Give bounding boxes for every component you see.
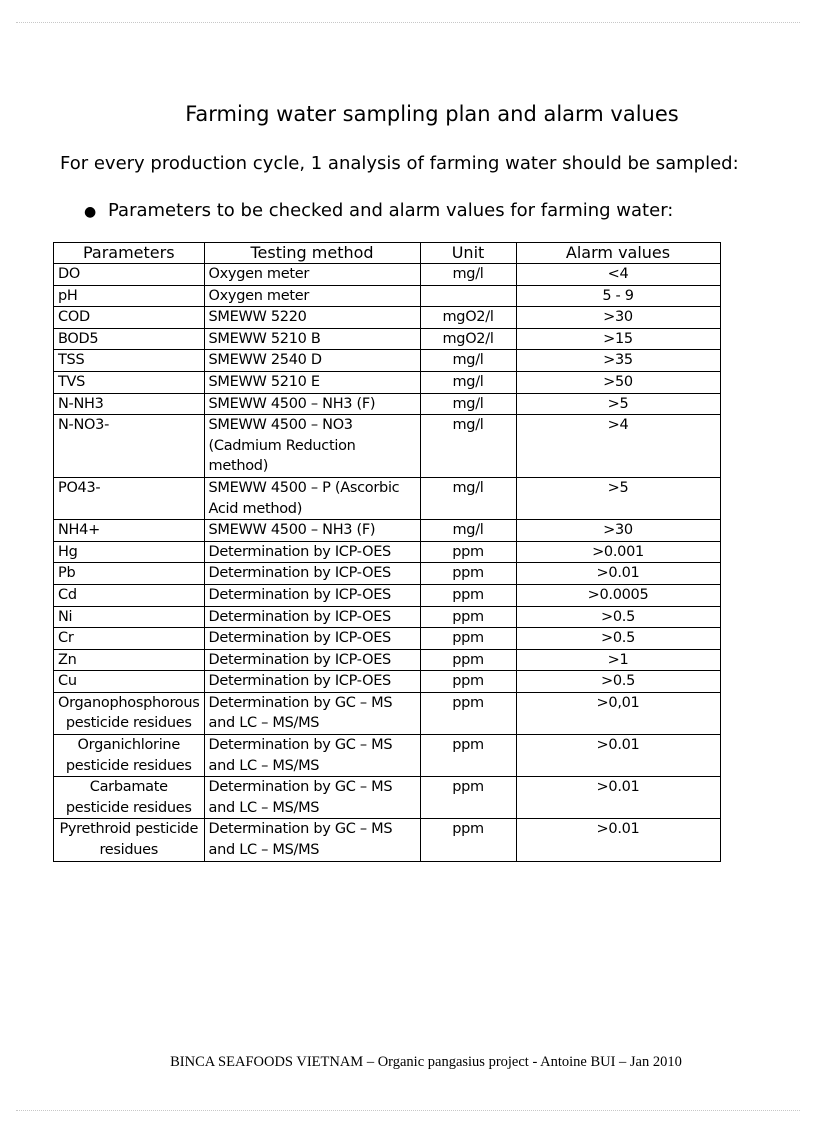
table-row <box>54 541 721 563</box>
param-cell: N-NH3 <box>54 393 205 415</box>
method-cell: SMEWW 5220 <box>204 307 420 329</box>
method-cell: Determination by ICP-OES <box>204 628 420 650</box>
table-row <box>54 350 721 372</box>
unit-cell: ppm <box>420 628 516 650</box>
alarm-cell: >5 <box>516 477 720 519</box>
method-cell: Determination by ICP-OES <box>204 671 420 693</box>
unit-cell: ppm <box>420 584 516 606</box>
table-row <box>54 393 721 415</box>
method-cell: SMEWW 5210 E <box>204 371 420 393</box>
table-row <box>54 520 721 542</box>
param-cell: pH <box>54 285 205 307</box>
table-row <box>54 692 721 734</box>
unit-cell: ppm <box>420 606 516 628</box>
method-cell: Determination by ICP-OES <box>204 606 420 628</box>
method-cell: Determination by GC – MS and LC – MS/MS <box>204 777 420 819</box>
alarm-cell: >1 <box>516 649 720 671</box>
method-cell: SMEWW 4500 – NO3 (Cadmium Reduction method) <box>204 415 420 478</box>
table-row <box>54 328 721 350</box>
table-row <box>54 606 721 628</box>
header-unit: Unit <box>420 243 516 264</box>
header-testing-method: Testing method <box>204 243 420 264</box>
method-cell: Determination by ICP-OES <box>204 584 420 606</box>
unit-cell: mgO2/l <box>420 307 516 329</box>
param-cell: COD <box>54 307 205 329</box>
unit-cell: ppm <box>420 541 516 563</box>
unit-cell: mg/l <box>420 415 516 478</box>
alarm-cell: >35 <box>516 350 720 372</box>
param-cell: Ni <box>54 606 205 628</box>
alarm-cell: >0.01 <box>516 777 720 819</box>
bullet-text: Parameters to be checked and alarm values for farming water: <box>108 200 674 221</box>
alarm-cell: >0,01 <box>516 692 720 734</box>
header-parameters: Parameters <box>54 243 205 264</box>
method-cell: Determination by ICP-OES <box>204 541 420 563</box>
unit-cell: mg/l <box>420 520 516 542</box>
unit-cell: mg/l <box>420 371 516 393</box>
param-cell: Organichlorine pesticide residues <box>54 735 205 777</box>
unit-cell: mg/l <box>420 264 516 286</box>
param-cell: TVS <box>54 371 205 393</box>
table-row <box>54 628 721 650</box>
unit-cell: mg/l <box>420 350 516 372</box>
method-cell: SMEWW 4500 – NH3 (F) <box>204 520 420 542</box>
table-row <box>54 307 721 329</box>
alarm-cell: >0.01 <box>516 735 720 777</box>
table-row <box>54 819 721 861</box>
alarm-cell: >30 <box>516 307 720 329</box>
table-row <box>54 563 721 585</box>
unit-cell: ppm <box>420 735 516 777</box>
alarm-cell: >30 <box>516 520 720 542</box>
table-row <box>54 584 721 606</box>
method-cell: Oxygen meter <box>204 285 420 307</box>
table-row <box>54 735 721 777</box>
unit-cell: ppm <box>420 692 516 734</box>
page-title: Farming water sampling plan and alarm values <box>185 102 679 126</box>
unit-cell: mgO2/l <box>420 328 516 350</box>
table-row <box>54 671 721 693</box>
method-cell: SMEWW 5210 B <box>204 328 420 350</box>
param-cell: Carbamate pesticide residues <box>54 777 205 819</box>
alarm-cell: >0.01 <box>516 819 720 861</box>
page-top-border <box>16 22 800 23</box>
alarm-cell: >0.5 <box>516 628 720 650</box>
alarm-cell: >0.01 <box>516 563 720 585</box>
table-row <box>54 477 721 519</box>
param-cell: NH4+ <box>54 520 205 542</box>
table-header-row <box>54 243 721 264</box>
bullet-item <box>84 200 673 221</box>
param-cell: PO43- <box>54 477 205 519</box>
param-cell: Cd <box>54 584 205 606</box>
table-body <box>54 264 721 862</box>
bullet-icon: ● <box>84 204 97 220</box>
param-cell: TSS <box>54 350 205 372</box>
unit-cell: mg/l <box>420 477 516 519</box>
method-cell: Determination by GC – MS and LC – MS/MS <box>204 735 420 777</box>
method-cell: Determination by GC – MS and LC – MS/MS <box>204 819 420 861</box>
page-bottom-border <box>16 1110 800 1111</box>
param-cell: Organophosphorous pesticide residues <box>54 692 205 734</box>
method-cell: SMEWW 4500 – NH3 (F) <box>204 393 420 415</box>
alarm-cell: <4 <box>516 264 720 286</box>
page-footer: BINCA SEAFOODS VIETNAM – Organic pangasius project - Antoine BUI – Jan 2010 <box>170 1054 682 1070</box>
unit-cell: ppm <box>420 777 516 819</box>
alarm-cell: >50 <box>516 371 720 393</box>
table-row <box>54 264 721 286</box>
param-cell: Pb <box>54 563 205 585</box>
param-cell: BOD5 <box>54 328 205 350</box>
param-cell: Pyrethroid pesticide residues <box>54 819 205 861</box>
param-cell: Cu <box>54 671 205 693</box>
method-cell: Determination by GC – MS and LC – MS/MS <box>204 692 420 734</box>
unit-cell: ppm <box>420 563 516 585</box>
method-cell: SMEWW 4500 – P (Ascorbic Acid method) <box>204 477 420 519</box>
param-cell: Hg <box>54 541 205 563</box>
param-cell: DO <box>54 264 205 286</box>
param-cell: N-NO3- <box>54 415 205 478</box>
unit-cell: ppm <box>420 819 516 861</box>
unit-cell: ppm <box>420 649 516 671</box>
method-cell: Determination by ICP-OES <box>204 563 420 585</box>
table-row <box>54 285 721 307</box>
alarm-cell: >0.5 <box>516 671 720 693</box>
alarm-cell: >0.0005 <box>516 584 720 606</box>
alarm-cell: >5 <box>516 393 720 415</box>
table-row <box>54 777 721 819</box>
unit-cell <box>420 285 516 307</box>
intro-text: For every production cycle, 1 analysis of farming water should be sampled: <box>60 153 739 174</box>
header-alarm-values: Alarm values <box>516 243 720 264</box>
alarm-cell: >15 <box>516 328 720 350</box>
alarm-cell: >4 <box>516 415 720 478</box>
unit-cell: ppm <box>420 671 516 693</box>
method-cell: SMEWW 2540 D <box>204 350 420 372</box>
method-cell: Determination by ICP-OES <box>204 649 420 671</box>
alarm-cell: >0.5 <box>516 606 720 628</box>
alarm-cell: >0.001 <box>516 541 720 563</box>
table-row <box>54 415 721 478</box>
table-row <box>54 371 721 393</box>
parameters-table <box>53 242 721 862</box>
param-cell: Cr <box>54 628 205 650</box>
table-row <box>54 649 721 671</box>
method-cell: Oxygen meter <box>204 264 420 286</box>
alarm-cell: 5 - 9 <box>516 285 720 307</box>
unit-cell: mg/l <box>420 393 516 415</box>
param-cell: Zn <box>54 649 205 671</box>
